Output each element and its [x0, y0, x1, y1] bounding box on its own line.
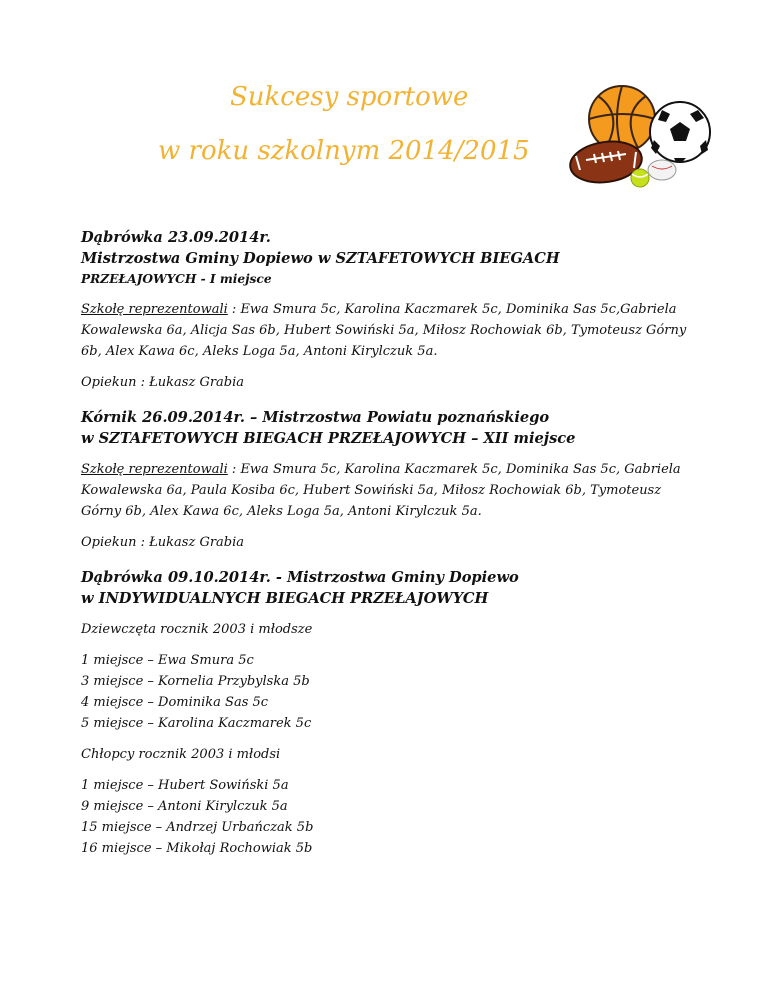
list-item: 1 miejsce – Ewa Smura 5c — [81, 653, 254, 668]
representatives-label: Szkołę reprezentowali — [81, 302, 228, 317]
representatives-text: : Ewa Smura 5c, Karolina Kaczmarek 5c, Dominika Sas 5c, Gabriela Kowalewska 6a, Paula Kosiba 6c, Hubert Sowiński 5a, Miłosz Rochowiak 6b, Tymoteusz Górny 6b, Alex Kawa 6c, Aleks Loga 5a, Antoni Kirylczuk 5a. — [81, 462, 681, 519]
section3-heading-line2: w INDYWIDUALNYCH BIEGACH PRZEŁAJOWYCH — [81, 590, 489, 607]
section1-representatives — [81, 299, 691, 362]
page-title-line1: Sukcesy sportowe — [230, 82, 469, 112]
representatives-label: Szkołę reprezentowali — [81, 462, 228, 477]
section1-heading-line3: PRZEŁAJOWYCH - I miejsce — [81, 272, 272, 286]
section2-coach: Opiekun : Łukasz Grabia — [81, 535, 245, 550]
boys-category-label: Chłopcy rocznik 2003 i młodsi — [81, 747, 281, 762]
section1-coach: Opiekun : Łukasz Grabia — [81, 375, 245, 390]
list-item: 16 miejsce – Mikołaj Rochowiak 5b — [81, 841, 313, 856]
girls-results-list — [81, 650, 691, 734]
document-content — [81, 227, 691, 859]
page-title-line2: w roku szkolnym 2014/2015 — [158, 136, 530, 166]
section2-heading-line1: Kórnik 26.09.2014r. – Mistrzostwa Powiatu poznańskiego — [81, 409, 550, 426]
section3-heading-line1: Dąbrówka 09.10.2014r. - Mistrzostwa Gminy Dopiewo — [81, 569, 519, 586]
sports-balls-icon — [562, 84, 722, 194]
section1-heading-line1: Dąbrówka 23.09.2014r. — [81, 229, 271, 246]
section1-heading-line2: Mistrzostwa Gminy Dopiewo w SZTAFETOWYCH BIEGACH — [81, 250, 560, 267]
list-item: 5 miejsce – Karolina Kaczmarek 5c — [81, 716, 312, 731]
representatives-text: : Ewa Smura 5c, Karolina Kaczmarek 5c, Dominika Sas 5c,Gabriela Kowalewska 6a, Alicja Sas 6b, Hubert Sowiński 5a, Miłosz Rochowiak 6b, Tymoteusz Górny 6b, Alex Kawa 6c, Aleks Loga 5a, Antoni Kirylczuk 5a. — [81, 302, 687, 359]
list-item: 4 miejsce – Dominika Sas 5c — [81, 695, 269, 710]
list-item: 9 miejsce – Antoni Kirylczuk 5a — [81, 799, 288, 814]
list-item: 3 miejsce – Kornelia Przybylska 5b — [81, 674, 310, 689]
list-item: 1 miejsce – Hubert Sowiński 5a — [81, 778, 289, 793]
list-item: 15 miejsce – Andrzej Urbańczak 5b — [81, 820, 314, 835]
section2-representatives — [81, 459, 691, 522]
girls-category-label: Dziewczęta rocznik 2003 i młodsze — [81, 622, 313, 637]
boys-results-list — [81, 775, 691, 859]
section2-heading-line2: w SZTAFETOWYCH BIEGACH PRZEŁAJOWYCH – XII miejsce — [81, 430, 576, 447]
